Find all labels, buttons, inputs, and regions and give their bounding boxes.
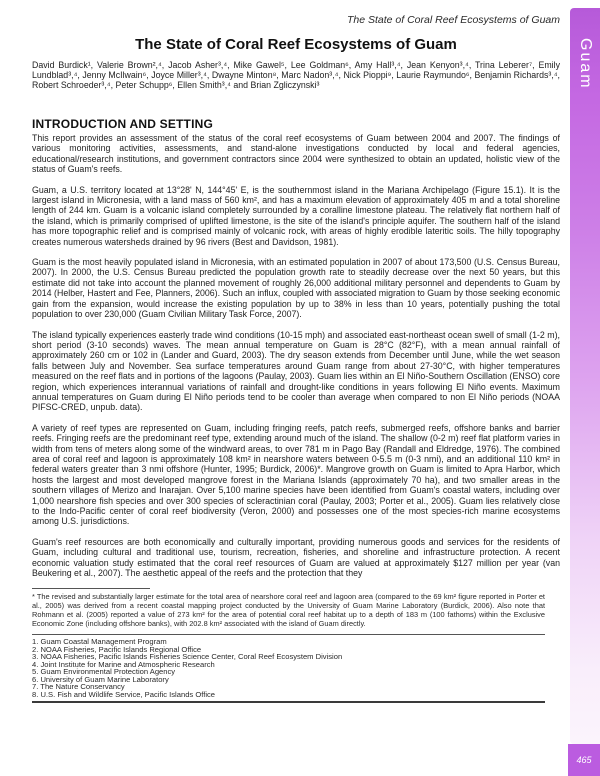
affiliation-list — [32, 638, 560, 698]
paragraph: The island typically experiences easterly trade wind conditions (10-15 mph) and associated east-northeast ocean swell of small (1-2 m), short period (3-10 seconds) waves. The mean annual temperature on Guam is 28°C (82°F), with a mean annual rainfall of approximately 260 cm or 102 in (Lander and Guard, 2003). The dry season extends from December until June, while the wet season falls between July and November. Sea surface temperatures around Guam range from about 27-30°C, with higher temperatures measured on the reef flats and in portions of the lagoons (Paulay, 2003). Guam lies within an El Niño-Southern Oscillation (ENSO) core region, which experiences interannual variations of rainfall and drought-like conditions in years following El Niño events. Maximum annual temperatures on Guam during El Niño periods tend to be cooler than average when compared to non El Niño periods (NOAA PIFSC-CRED, unpub. data). — [32, 329, 560, 413]
affiliation-item: 4. Joint Institute for Marine and Atmospheric Research — [32, 659, 215, 669]
running-header: The State of Coral Reef Ecosystems of Guam — [346, 14, 560, 26]
paragraph: A variety of reef types are represented on Guam, including fringing reefs, patch reefs, submerged reefs, offshore banks and barrier reefs. Fringing reefs are the predominant reef type, extending around much of the island. The shallow (0-2 m) reef flat platform varies in width from tens of meters along some of the windward areas, to over 781 m in Pago Bay (Randall and Eldredge, 1976). The combined area of coral reef and lagoon is approximately 108 km² in nearshore waters between 0-5.5 m (0-3 nmi), and an additional 110 km² in federal waters greater than 3 nmi offshore (Hunter, 1995; Burdick, 2006)*. Mangrove growth on Guam is limited to Apra Harbor, which hosts the largest and most developed mangrove forest in the Mariana Islands (approximately 70 ha), and two smaller areas in the southern villages of Merizo and Inarajan. Over 5,100 marine species have been identified from Guam's coastal waters, including over 1,000 nearshore fish species and over 300 species of scleractinian coral (Paulay, 2003; Porter et al., 2005). Guam lies relatively close to the Indo-Pacific center of coral reef biodiversity (Veron, 2000) and possesses one of the most species-rich marine ecosystems among U.S. jurisdictions. — [32, 422, 560, 527]
paragraph: Guam is the most heavily populated island in Micronesia, with an estimated population in 2007 of about 173,500 (U.S. Census Bureau, 2007). In 2000, the U.S. Census Bureau predicted the population growth rate to steadily decrease over the next 50 years, but this estimate did not take into account the planned movement of roughly 26,000 additional military personnel and dependents to Guam by 2014 (Helber, Hastert and Fee, Planners, 2006). Such an influx, coupled with associated migration to Guam by those seeking economic gain from the expansion, would increase the existing population by up to 38% in less than 10 years, potentially pushing the total population to over 230,000 (Guam Civilian Military Task Force, 2007). — [32, 257, 560, 320]
chapter-tab-strip — [570, 8, 600, 744]
article-content — [32, 36, 560, 703]
section-heading: INTRODUCTION AND SETTING — [32, 117, 214, 131]
affiliation-item: 7. The Nature Conservancy — [32, 682, 125, 692]
footnote-divider — [32, 588, 150, 589]
affiliation-item: 3. NOAA Fisheries, Pacific Islands Fisheries Science Center, Coral Reef Ecosystem Division — [32, 652, 343, 662]
page-number: 465 — [576, 755, 592, 765]
page-number-block — [568, 744, 600, 776]
affiliation-item: 2. NOAA Fisheries, Pacific Islands Regional Office — [32, 644, 202, 654]
footnote-text: * The revised and substantially larger estimate for the total area of nearshore coral reef and lagoon area (compared to the 69 km² figure reported in Porter et al., 2005) was derived from a recent coastal mapping project conducted by the University of Guam Marine Laboratory (Burdick, 2006). Also note that Rohmann et al. (2005) reported a value of 273 km² for the area of potential coral reef habitat up to a depth of 183 m (100 fathoms) within the Exclusive Economic Zone (including offshore banks), with 202.8 km² associated with the island of Guam directly. — [32, 592, 545, 629]
affiliation-item: 5. Guam Environmental Protection Agency — [32, 667, 176, 677]
affiliation-item: 1. Guam Coastal Management Program — [32, 637, 167, 647]
affiliation-item: 8. U.S. Fish and Wildlife Service, Pacific Islands Office — [32, 689, 216, 699]
paragraph: Guam's reef resources are both economically and culturally important, providing numerous goods and services for the residents of Guam, including cultural and traditional use, tourism, recreation, fisheries, and shoreline and infrastructure protection. A recent economic valuation study estimated that the coral reef resources of Guam are valued at approximately $127 million per year (van Beukering et al., 2007). The aesthetic appeal of the reefs and the protection that they — [32, 536, 560, 579]
paragraph: This report provides an assessment of the status of the coral reef ecosystems of Guam between 2004 and 2007. The findings of various monitoring activities, assessments, and stand-alone investigations conducted by local and federal agencies, educational/research institutions, and government contractors since 2004 were synthesized to obtain an updated, holistic view of the status of Guam's reefs. — [32, 133, 560, 175]
author-list: David Burdick¹, Valerie Brown²,⁴, Jacob Asher³,⁴, Mike Gawel⁵, Lee Goldman⁶, Amy Hall³,⁴, Jean Kenyon³,⁴, Trina Leberer⁷, Emily Lundblad³,⁴, Jenny McIlwain⁶, Joyce Miller³,⁴, Dwayne Minton⁸, Marc Nadon³,⁴, Nick Pioppi⁹, Laurie Raymundo⁶, Benjamin Richards³,⁴, Robert Schroeder³,⁴, Peter Schupp⁶, Ellen Smith³,⁴ and Brian Zgliczynski³ — [32, 60, 560, 90]
affiliations-divider — [32, 634, 545, 635]
affiliation-item: 6. University of Guam Marine Laboratory — [32, 674, 169, 684]
page-title: The State of Coral Reef Ecosystems of Guam — [135, 36, 457, 53]
page-bottom-rule — [32, 701, 545, 703]
paragraph: Guam, a U.S. territory located at 13°28' N, 144°45' E, is the southernmost island in the Mariana Archipelago (Figure 15.1). It is the largest island in Micronesia, with a land mass of 560 km², and has a maximum elevation of approximately 405 m and a total shoreline length of 244 km. Guam is a volcanic island completely surrounded by a coralline limestone plateau. The relatively flat northern half of the island, which is primarily comprised of uplifted limestone, is the site of the island's principle aquifer. The southern half of the island has more topographic relief and is comprised mainly of volcanic rock, with areas of highly erodible lateritic soils. The hilly topography creates numerous watersheds drained by 96 rivers (Best and Davidson, 1981). — [32, 184, 560, 247]
chapter-tab-label: Guam — [577, 38, 594, 90]
